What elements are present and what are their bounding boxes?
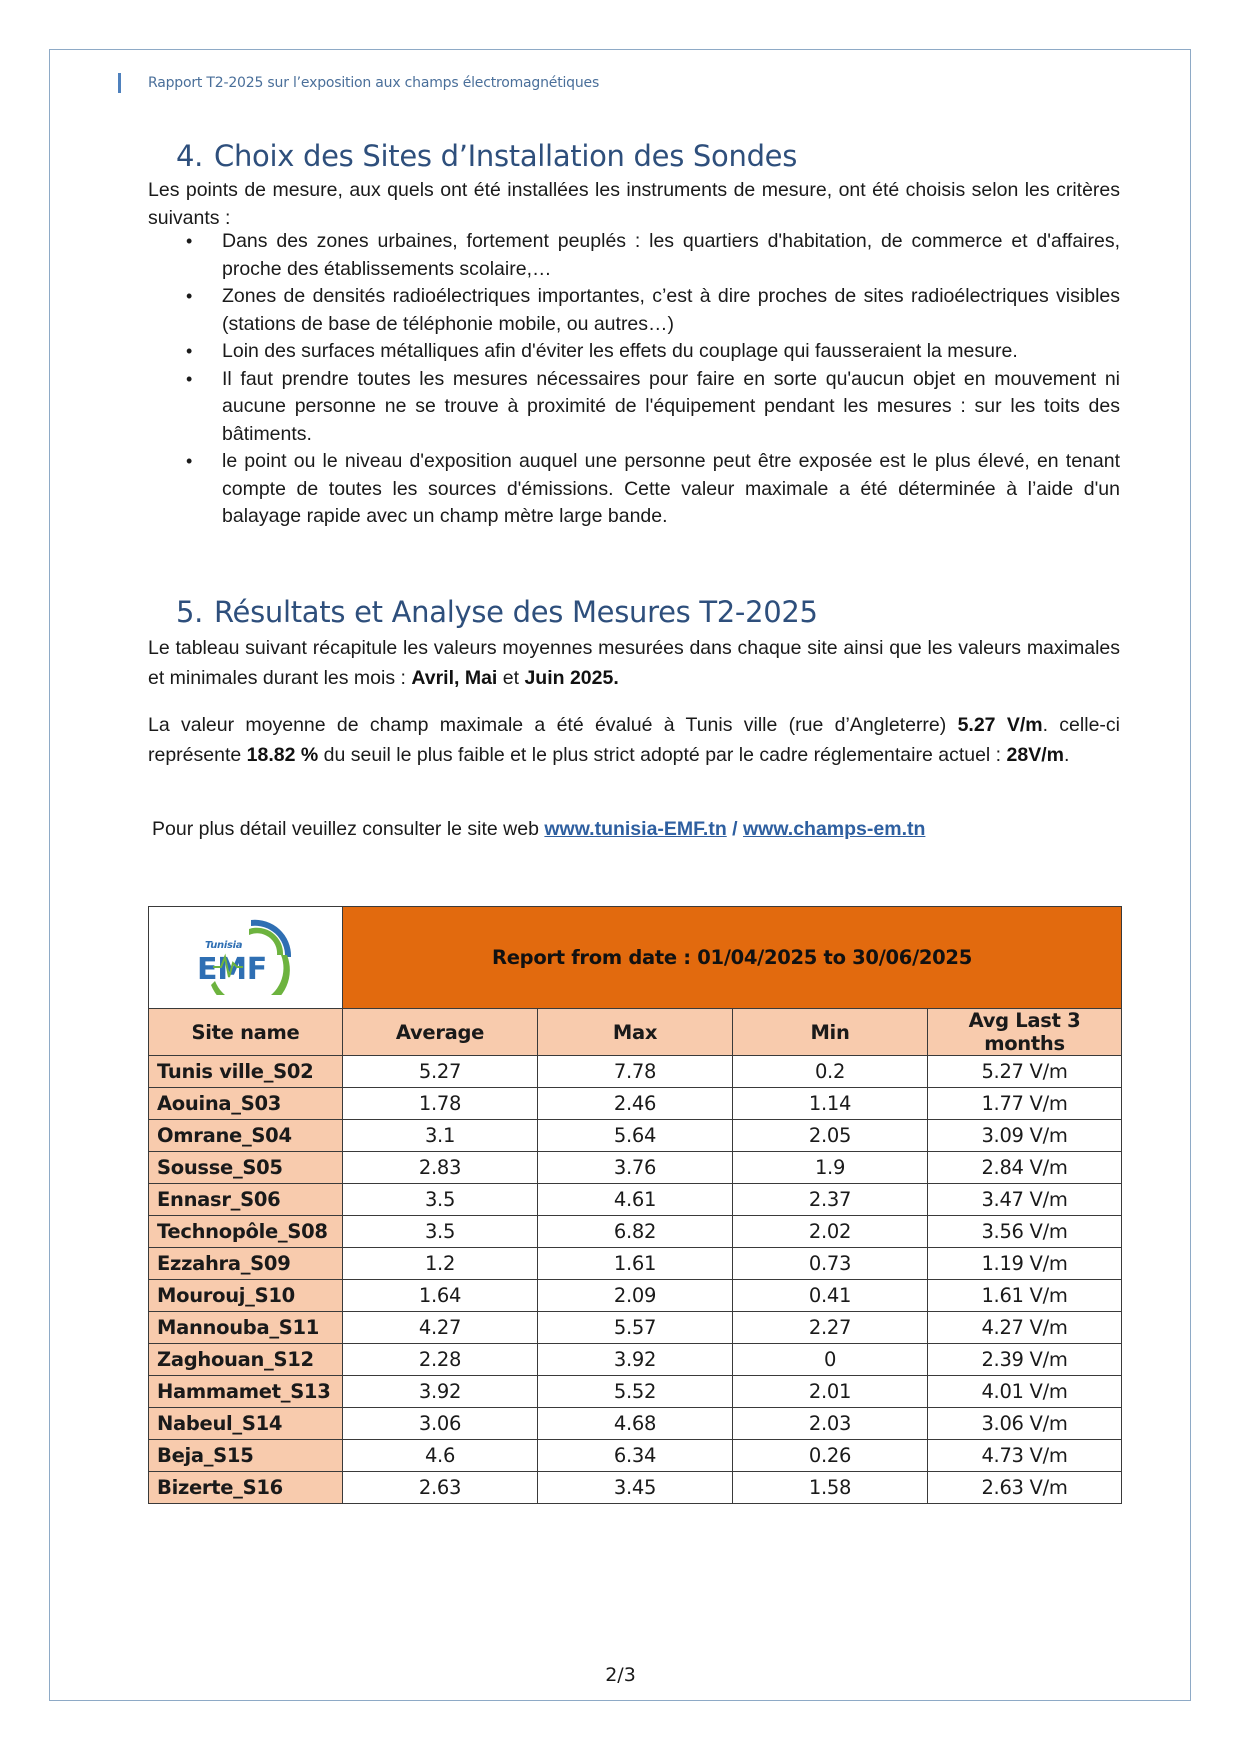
column-header: Site name [149, 1009, 343, 1056]
value-cell: 2.63 V/m [928, 1472, 1122, 1504]
p1-month-1: Avril, [411, 667, 460, 689]
criteria-list [148, 228, 1120, 531]
table-row [149, 1056, 1122, 1088]
value-cell: 1.58 [733, 1472, 928, 1504]
value-cell: 4.61 [538, 1184, 733, 1216]
p2-text-c: du seuil le plus faible et le plus strict adopté par le cadre réglementaire actuel : [323, 744, 1002, 766]
value-cell: 3.1 [343, 1120, 538, 1152]
table-row [149, 1184, 1122, 1216]
p2-text-d: . [1063, 744, 1070, 766]
site-name-cell: Aouina_S03 [149, 1088, 343, 1120]
site-name-cell: Beja_S15 [149, 1440, 343, 1472]
value-cell: 2.01 [733, 1376, 928, 1408]
value-cell: 1.14 [733, 1088, 928, 1120]
column-header: Min [733, 1009, 928, 1056]
column-header: Max [538, 1009, 733, 1056]
value-cell: 1.78 [343, 1088, 538, 1120]
link-separator: / [732, 818, 738, 840]
criteria-item: • le point ou le niveau d'exposition auquel une personne peut être exposée est le plus élevé, en tenant compte de toutes les sources d'émissions. Cette valeur maximale a été déterminée à l’aide d'un balayage rapide avec un champ mètre large bande. [148, 448, 1120, 531]
value-cell: 2.83 [343, 1152, 538, 1184]
table-row [149, 1120, 1122, 1152]
logo-emf-letters: EMF [196, 952, 267, 987]
value-cell: 2.05 [733, 1120, 928, 1152]
criteria-item: • Loin des surfaces métalliques afin d'éviter les effets du couplage qui fausseraient la mesure. [148, 338, 1120, 366]
table-row [149, 1344, 1122, 1376]
table-row [149, 1440, 1122, 1472]
link-champs-em[interactable]: www.champs-em.tn [743, 818, 926, 840]
value-cell: 2.09 [538, 1280, 733, 1312]
value-cell: 2.84 V/m [928, 1152, 1122, 1184]
value-cell: 5.64 [538, 1120, 733, 1152]
criteria-item: • Il faut prendre toutes les mesures nécessaires pour faire en sorte qu'aucun objet en mouvement ni aucune personne ne se trouve à proximité de l'équipement pendant les mesures : sur les toits des bâtiments. [148, 366, 1120, 449]
logo-cell [149, 907, 343, 1009]
value-cell: 2.02 [733, 1216, 928, 1248]
value-cell: 1.61 V/m [928, 1280, 1122, 1312]
value-cell: 3.06 V/m [928, 1408, 1122, 1440]
section-4-number: 4. [176, 139, 204, 173]
measurements-table [148, 906, 1122, 1504]
header-accent-bar [118, 73, 121, 93]
value-cell: 4.01 V/m [928, 1376, 1122, 1408]
value-cell: 2.46 [538, 1088, 733, 1120]
table-row [149, 1248, 1122, 1280]
site-name-cell: Omrane_S04 [149, 1120, 343, 1152]
report-title: Report from date : 01/04/2025 to 30/06/2025 [343, 907, 1122, 1009]
value-cell: 3.76 [538, 1152, 733, 1184]
section-5-paragraph-3 [152, 815, 1124, 843]
section-5-paragraph-2 [148, 710, 1120, 770]
site-name-cell: Ezzahra_S09 [149, 1248, 343, 1280]
section-5-heading [176, 595, 818, 629]
value-cell: 3.5 [343, 1216, 538, 1248]
site-name-cell: Nabeul_S14 [149, 1408, 343, 1440]
running-header: Rapport T2-2025 sur l’exposition aux champs électromagnétiques [148, 75, 600, 91]
value-cell: 3.92 [343, 1376, 538, 1408]
site-name-cell: Mannouba_S11 [149, 1312, 343, 1344]
table-row [149, 1376, 1122, 1408]
table-row [149, 1312, 1122, 1344]
table-row [149, 1152, 1122, 1184]
value-cell: 4.27 [343, 1312, 538, 1344]
criteria-item: • Zones de densités radioélectriques importantes, c’est à dire proches de sites radioélectriques visibles (stations de base de téléphonie mobile, ou autres…) [148, 283, 1120, 338]
site-name-cell: Bizerte_S16 [149, 1472, 343, 1504]
value-cell: 3.5 [343, 1184, 538, 1216]
section-4-title: Choix des Sites d’Installation des Sondes [214, 139, 798, 173]
value-cell: 1.61 [538, 1248, 733, 1280]
criteria-item: • Dans des zones urbaines, fortement peuplés : les quartiers d'habitation, de commerce et d'affaires, proche des établissements scolaire,… [148, 228, 1120, 283]
value-cell: 1.2 [343, 1248, 538, 1280]
site-name-cell: Sousse_S05 [149, 1152, 343, 1184]
value-cell: 4.68 [538, 1408, 733, 1440]
p1-month-3: Juin 2025. [524, 667, 619, 689]
value-cell: 4.27 V/m [928, 1312, 1122, 1344]
p1-text: Le tableau suivant récapitule les valeurs moyennes mesurées dans chaque site ainsi que les valeurs maximales et minimales durant les mois : [148, 637, 1120, 689]
value-cell: 4.73 V/m [928, 1440, 1122, 1472]
value-cell: 2.37 [733, 1184, 928, 1216]
value-cell: 2.03 [733, 1408, 928, 1440]
value-cell: 2.28 [343, 1344, 538, 1376]
tunisia-emf-logo [191, 915, 301, 995]
value-cell: 7.78 [538, 1056, 733, 1088]
section-4-intro: Les points de mesure, aux quels ont été installées les instruments de mesure, ont été choisis selon les critères suivants : [148, 179, 1120, 229]
table-row [149, 1280, 1122, 1312]
site-name-cell: Mourouj_S10 [149, 1280, 343, 1312]
value-cell: 3.47 V/m [928, 1184, 1122, 1216]
logo-tunisia-word: Tunisia [204, 940, 242, 951]
link-tunisia-emf[interactable]: www.tunisia-EMF.tn [544, 818, 727, 840]
table-row [149, 1408, 1122, 1440]
value-cell: 2.63 [343, 1472, 538, 1504]
value-cell: 6.82 [538, 1216, 733, 1248]
value-cell: 1.19 V/m [928, 1248, 1122, 1280]
value-cell: 1.77 V/m [928, 1088, 1122, 1120]
column-header: Avg Last 3 months [928, 1009, 1122, 1056]
value-cell: 4.6 [343, 1440, 538, 1472]
table-row [149, 1216, 1122, 1248]
p2-text-a: La valeur moyenne de champ maximale a été évalué à Tunis ville (rue d’Angleterre) [148, 714, 947, 736]
value-cell: 3.06 [343, 1408, 538, 1440]
site-name-cell: Zaghouan_S12 [149, 1344, 343, 1376]
p2-limit: 28V/m [1006, 744, 1064, 766]
value-cell: 5.52 [538, 1376, 733, 1408]
section-5-paragraph-1 [148, 633, 1120, 693]
p3-text: Pour plus détail veuillez consulter le site web [152, 818, 539, 840]
value-cell: 1.64 [343, 1280, 538, 1312]
p2-text-b: . celle-ci représente [148, 714, 1120, 766]
value-cell: 5.27 [343, 1056, 538, 1088]
value-cell: 0.41 [733, 1280, 928, 1312]
table-body [149, 1056, 1122, 1504]
section-5-title: Résultats et Analyse des Mesures T2-2025 [214, 595, 818, 629]
value-cell: 1.9 [733, 1152, 928, 1184]
value-cell: 2.27 [733, 1312, 928, 1344]
section-5-number: 5. [176, 595, 204, 629]
section-4-heading [176, 139, 797, 173]
site-name-cell: Ennasr_S06 [149, 1184, 343, 1216]
site-name-cell: Technopôle_S08 [149, 1216, 343, 1248]
value-cell: 0.26 [733, 1440, 928, 1472]
column-header: Average [343, 1009, 538, 1056]
value-cell: 3.09 V/m [928, 1120, 1122, 1152]
value-cell: 0 [733, 1344, 928, 1376]
page-number: 2/3 [605, 1664, 636, 1686]
p1-conjunction: et [502, 667, 520, 689]
table-row [149, 1088, 1122, 1120]
value-cell: 0.2 [733, 1056, 928, 1088]
site-name-cell: Tunis ville_S02 [149, 1056, 343, 1088]
table-row [149, 1472, 1122, 1504]
value-cell: 2.39 V/m [928, 1344, 1122, 1376]
p2-max-value: 5.27 V/m [957, 714, 1043, 736]
p2-percentage: 18.82 % [246, 744, 319, 766]
value-cell: 3.45 [538, 1472, 733, 1504]
value-cell: 3.92 [538, 1344, 733, 1376]
p1-month-2: Mai [464, 667, 498, 689]
site-name-cell: Hammamet_S13 [149, 1376, 343, 1408]
table-header-row [149, 1009, 1122, 1056]
value-cell: 3.56 V/m [928, 1216, 1122, 1248]
value-cell: 5.27 V/m [928, 1056, 1122, 1088]
value-cell: 6.34 [538, 1440, 733, 1472]
value-cell: 5.57 [538, 1312, 733, 1344]
value-cell: 0.73 [733, 1248, 928, 1280]
